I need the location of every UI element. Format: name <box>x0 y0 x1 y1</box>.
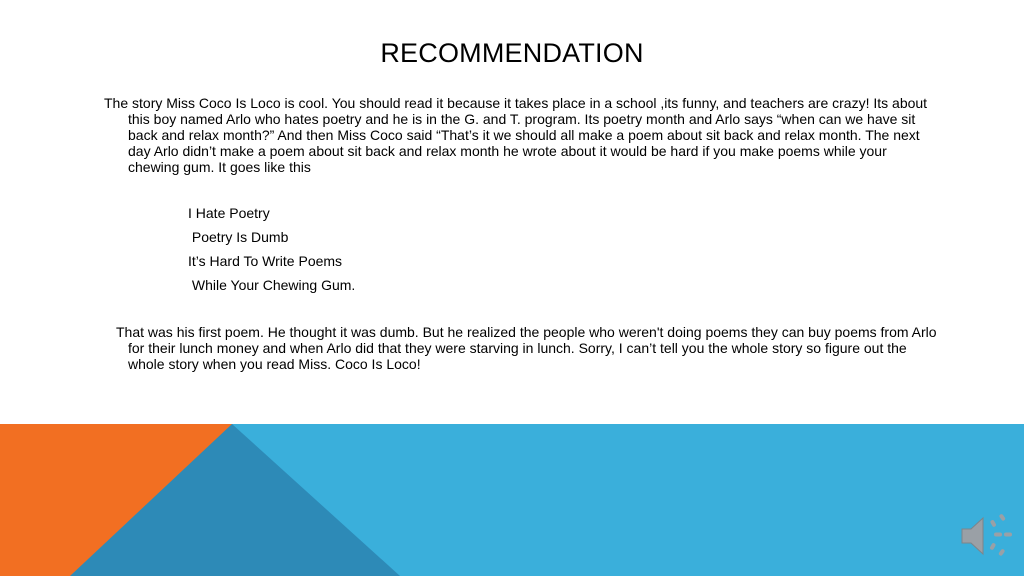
poem-line-3: It’s Hard To Write Poems <box>188 253 343 269</box>
speaker-icon[interactable] <box>958 512 1014 560</box>
decorative-band <box>0 424 1024 576</box>
closing-paragraph: That was his first poem. He thought it was dumb. But he realized the people who weren't doing poems they can buy poems from Arlo for their lunch money and when Arlo did that they were starving in lunch. Sorry, I can’t tell you the whole story so figure out the whole story when you read Miss. Coco Is Loco! <box>116 324 937 372</box>
intro-paragraph: The story Miss Coco Is Loco is cool. You should read it because it takes place in a school ,its funny, and teachers are crazy! Its about this boy named Arlo who hates poetry and he is in the G. and T. program. Its poetry month and Arlo says “when can we have sit back and relax month?” And then Miss Coco said “That’s it we should all make a poem about sit back and relax month. The next day Arlo didn’t make a poem about sit back and relax month he wrote about it would be hard if you make poems while your chewing gum. It goes like this <box>104 95 928 175</box>
poem-line-4: While Your Chewing Gum. <box>188 277 356 293</box>
poem-line-1: I Hate Poetry <box>188 205 270 221</box>
slide-title: RECOMMENDATION <box>380 38 644 68</box>
poem-line-2: Poetry Is Dumb <box>188 229 289 245</box>
